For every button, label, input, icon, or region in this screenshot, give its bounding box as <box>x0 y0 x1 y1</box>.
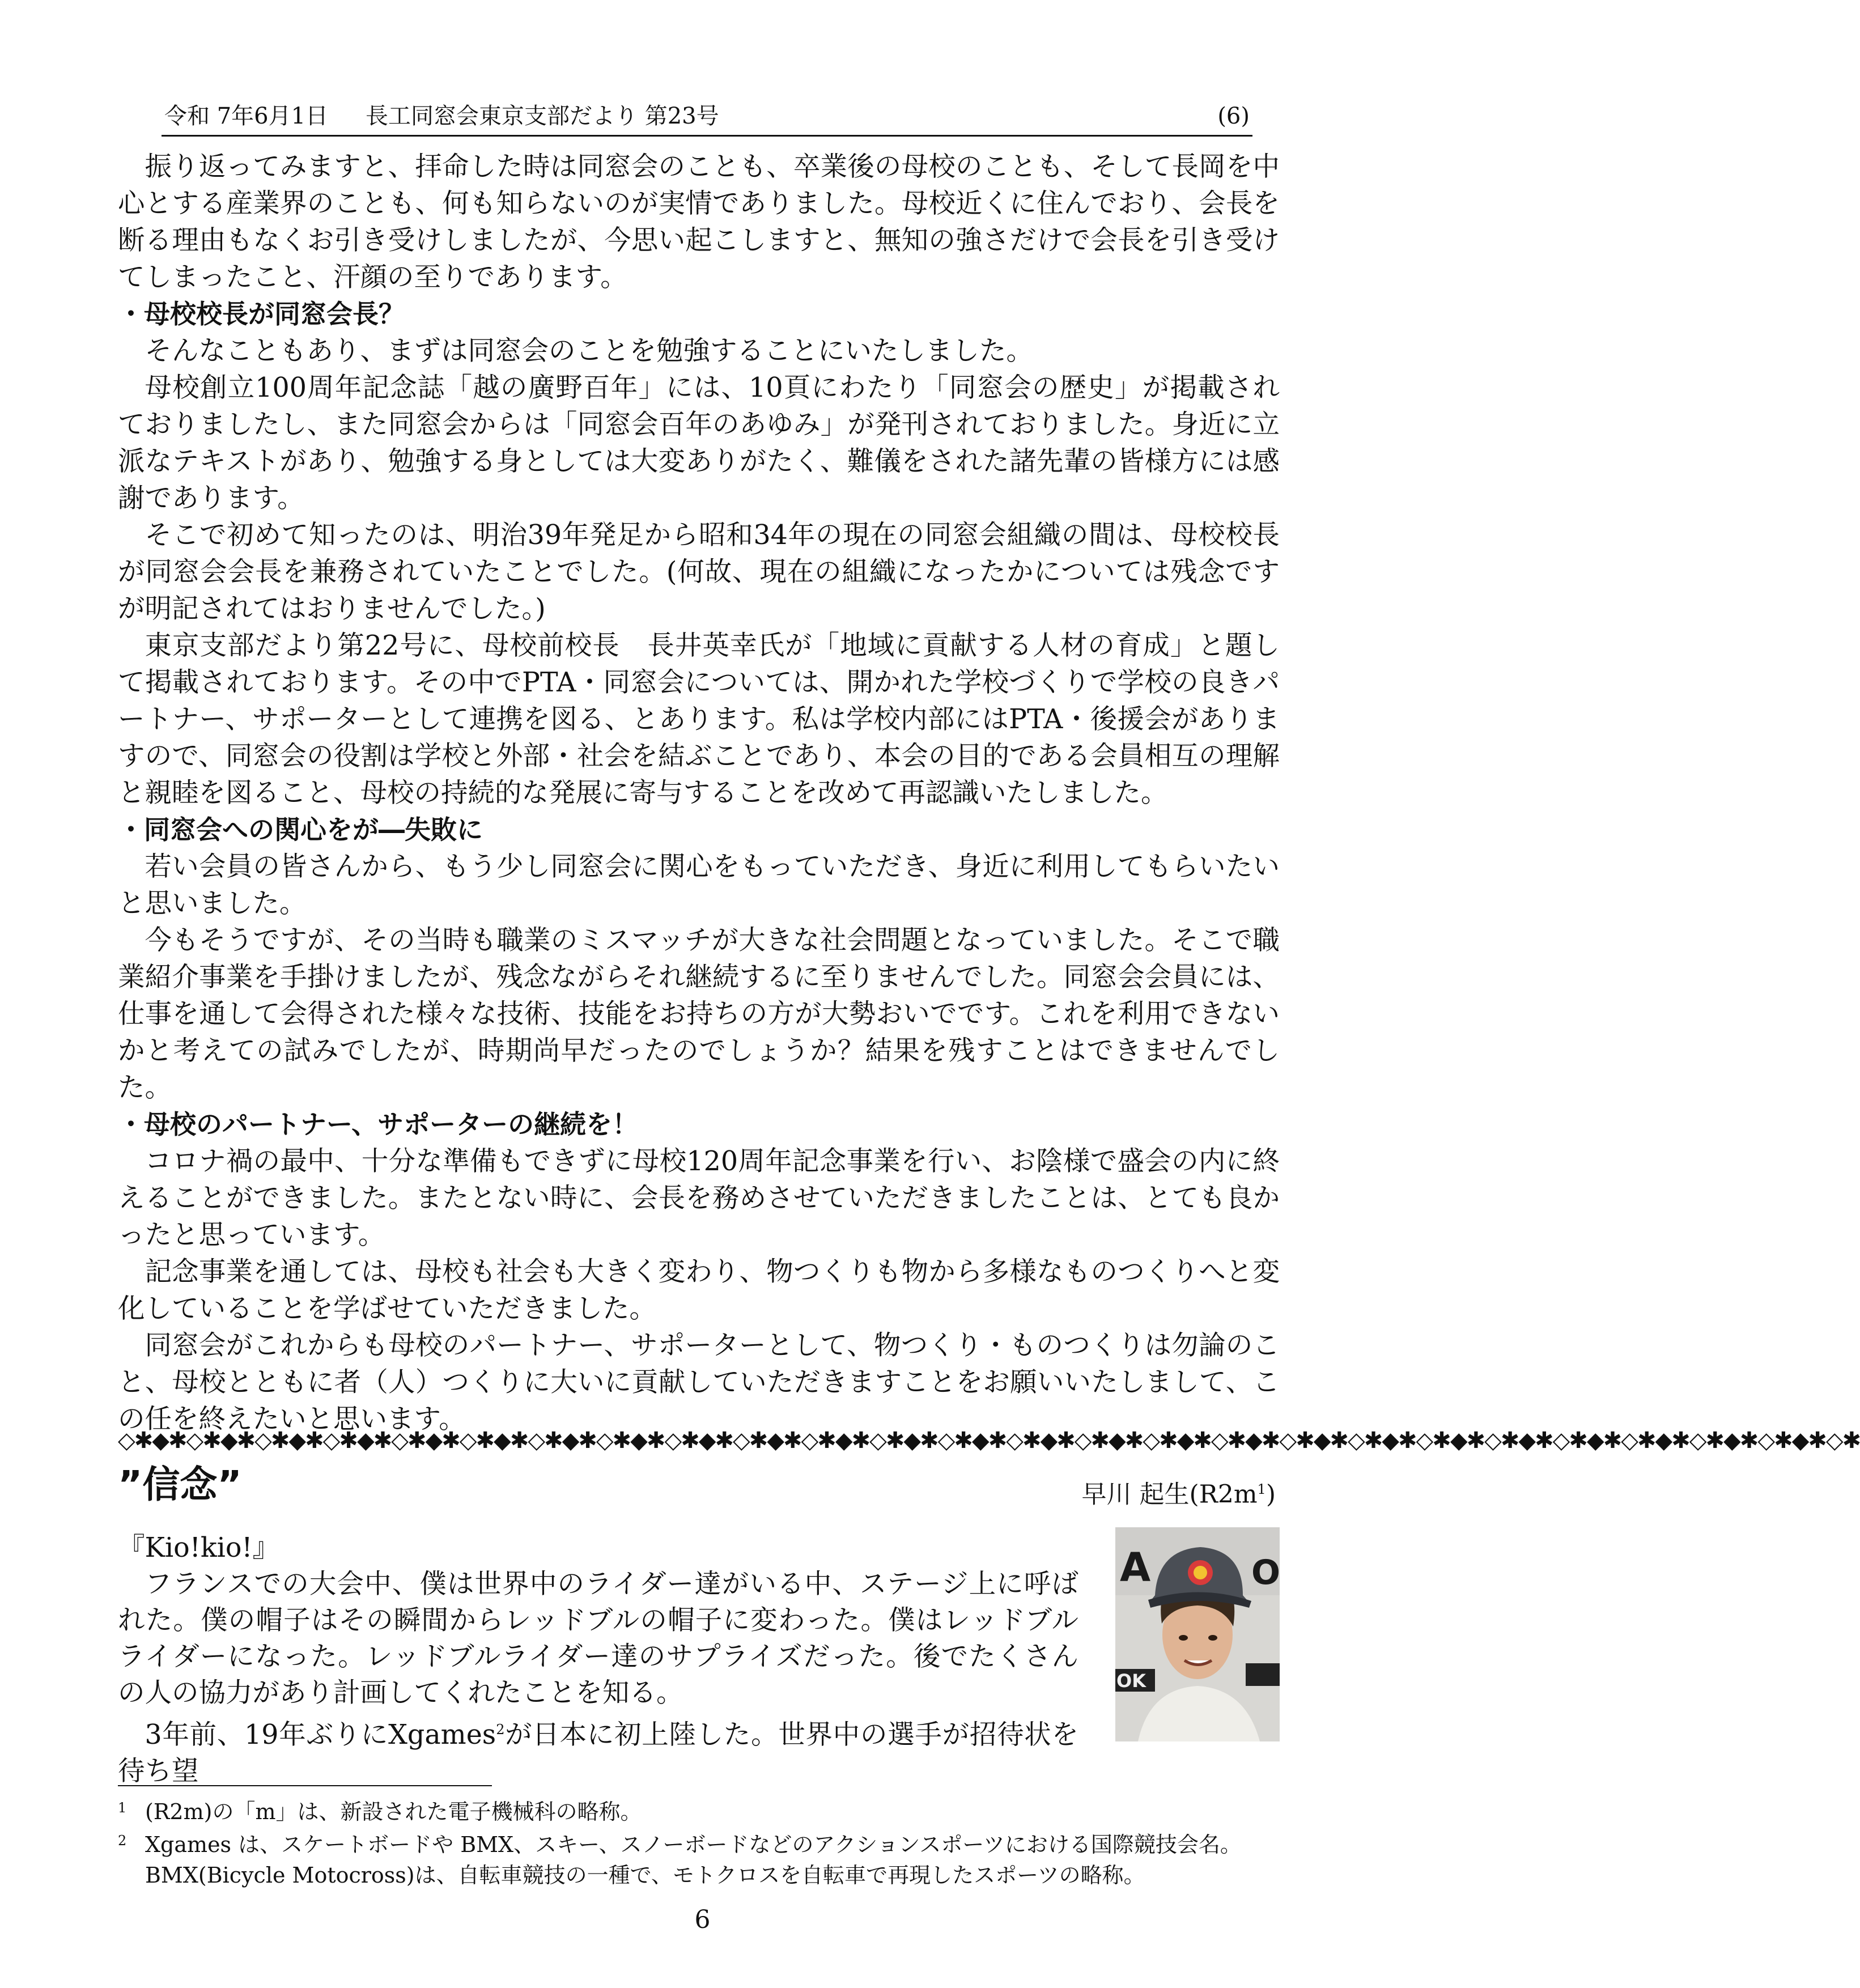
page-header <box>164 96 1252 136</box>
ornamental-divider: ◇✱◆✱◇✱◆✱◇✱◆✱◇✱◆✱◇✱◆✱◇✱◆✱◇✱◆✱◇✱◆✱◇✱◆✱◇✱◆✱◇✱◆✱◇✱◆✱◇✱◆✱◇✱◆✱◇✱◆✱◇✱◆✱◇✱◆✱◇✱◆✱◇✱◆✱◇✱◆✱◇✱◆✱◇✱◆✱◇✱◆✱◇✱◆✱◇✱◆✱◇✱ <box>118 1428 1860 1454</box>
paragraph: 振り返ってみますと、拝命した時は同窓会のことも、卒業後の母校のことも、そして長岡を中心とする産業界のことも、何も知らないのが実情でありました。母校近くに住んでおり、会長を断る理由もなくお引き受けしましたが、今思い起こしますと、無知の強さだけで会長を引き受けてしまったこと、汗顔の至りであります。 <box>118 151 1280 293</box>
header-rule <box>162 135 1252 137</box>
page-number: 6 <box>694 1905 711 1934</box>
footnote-ref: 1 <box>1257 1481 1266 1497</box>
portrait-illustration <box>1115 1527 1280 1741</box>
footnote-ref: 2 <box>496 1722 505 1738</box>
footnote-number: 1 <box>118 1800 127 1816</box>
section-heading: ・母校校長が同窓会長？ <box>118 299 405 329</box>
footnote-continuation: BMX(Bicycle Motocross)は、自転車競技の一種で、モトクロスを自転車で再現したスポーツの略称。 <box>145 1863 1145 1888</box>
paragraph: 今もそうですが、その当時も職業のミスマッチが大きな社会問題となっていました。そこで職業紹介事業を手掛けましたが、残念ながらそれ継続するに至りませんでした。同窓会会員には、仕事を通して会得された様々な技術、技能をお持ちの方が大勢おいでです。これを利用できないかと考えての試みでしたが、時期尚早だったのでしょうか？結果を残すことはできませんでした。 <box>118 925 1280 1103</box>
article-subtitle: 『Kio!kio!』 <box>118 1532 280 1564</box>
author-photo <box>1115 1527 1280 1741</box>
header-title: 長工同窓会東京支部だより 第23号 <box>366 103 719 129</box>
paragraph: コロナ禍の最中、十分な準備もできずに母校120周年記念事業を行い、お陰様で盛会の内に終えることができました。またとない時に、会長を務めさせていただきましたことは、とても良かったと思っています。 <box>118 1146 1280 1251</box>
paragraph: 母校創立100周年記念誌「越の廣野百年」には、10頁にわたり「同窓会の歴史」が掲載されておりましたし、また同窓会からは「同窓会百年のあゆみ」が発刊されておりました。身近に立派なテキストがあり、勉強する身としては大変ありがたく、難儀をされた諸先輩の皆様方には感謝であります。 <box>118 372 1280 514</box>
paragraph-text: が日本に初上陸した。世界中の選手が招待状を待ち望 <box>118 1719 1079 1787</box>
footnote-text: Xgames は、スケートボードや BMX、スキー、スノーボードなどのアクションスポーツにおける国際競技会名。 <box>145 1832 1242 1857</box>
footnote-1 <box>118 1796 1285 1827</box>
svg-text:A: A <box>1120 1544 1151 1591</box>
article-author <box>1082 1472 1276 1512</box>
author-close: ) <box>1266 1480 1276 1509</box>
section-heading: ・同窓会への関心をが―失敗に <box>118 814 483 845</box>
footnote-rule <box>118 1785 492 1786</box>
footnote-text: (R2m)の「m」は、新設された電子機械科の略称。 <box>145 1799 642 1824</box>
section-heading: ・母校のパートナー、サポーターの継続を！ <box>118 1109 639 1140</box>
footnote-2 <box>118 1829 1285 1891</box>
article-title: ”信念” <box>118 1463 242 1506</box>
paragraph: そんなこともあり、まずは同窓会のことを勉強することにいたしました。 <box>145 335 1033 367</box>
header-date: 令和 7年6月1日 <box>164 103 329 129</box>
paragraph <box>118 1711 1078 1790</box>
paragraph: フランスでの大会中、僕は世界中のライダー達がいる中、ステージ上に呼ばれた。僕の帽子はその瞬間からレッドブルの帽子に変わった。僕はレッドブルライダーになった。レッドブルライダー達のサプライズだった。後でたくさんの人の協力があり計画してくれたことを知る。 <box>118 1569 1078 1709</box>
paragraph: そこで初めて知ったのは、明治39年発足から昭和34年の現在の同窓会組織の間は、母校校長が同窓会会長を兼務されていたことでした。(何故、現在の組織になったかについては残念ですが明記されてはおりませんでした。) <box>118 520 1280 625</box>
author-name: 早川 起生(R2m <box>1081 1480 1258 1509</box>
paragraph: 同窓会がこれからも母校のパートナー、サポーターとして、物つくり・ものつくりは勿論のこと、母校とともに者（人）つくりに大いに貢献していただきますことをお願いいたしまして、この任を終えたいと思います。 <box>118 1330 1280 1435</box>
svg-text:O: O <box>1251 1553 1281 1592</box>
header-page-marker: (6) <box>1217 103 1250 129</box>
paragraph: 東京支部だより第22号に、母校前校長 長井英幸氏が「地域に貢献する人材の育成」と題して掲載されております。その中でPTA・同窓会については、開かれた学校づくりで学校の良きパートナー、サポーターとして連携を図る、とあります。私は学校内部にはPTA・後援会がありますので、同窓会の役割は学校と外部・社会を結ぶことであり、本会の目的である会員相互の理解と親睦を図ること、母校の持続的な発展に寄与することを改めて再認識いたしました。 <box>118 630 1280 809</box>
paragraph: 記念事業を通しては、母校も社会も大きく変わり、物つくりも物から多様なものつくりへと変化していることを学ばせていただきました。 <box>118 1256 1280 1324</box>
paragraph-text: 3年前、19年ぶりにXgames <box>145 1719 496 1751</box>
footnote-number: 2 <box>118 1833 127 1849</box>
svg-text:OK: OK <box>1116 1670 1146 1692</box>
article-body <box>118 148 1280 1438</box>
article2-body <box>118 1530 1078 1790</box>
paragraph: 若い会員の皆さんから、もう少し同窓会に関心をもっていただき、身近に利用してもらいたいと思いました。 <box>118 851 1280 919</box>
